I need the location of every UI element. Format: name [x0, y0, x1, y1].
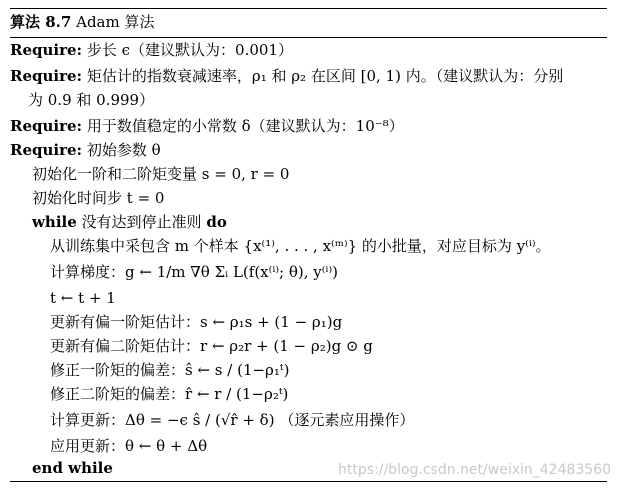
correct-second-moment — [50, 384, 288, 404]
algorithm-label: 算法 8.7 — [10, 13, 72, 31]
update-first-moment-text: 更新有偏一阶矩估计：s ← ρ₁s + (1 − ρ₁)g — [50, 313, 343, 331]
require-keyword: Require: — [10, 41, 83, 59]
correct-first-moment — [50, 360, 289, 380]
do-keyword: do — [206, 213, 227, 231]
top-rule — [10, 8, 607, 9]
require-decay-rates-continued — [28, 90, 154, 110]
init-timestep-text: 初始化时间步 t = 0 — [32, 189, 165, 207]
while-keyword: while — [32, 213, 77, 231]
while-condition: 没有达到停止准则 — [81, 213, 202, 231]
compute-gradient — [50, 262, 338, 282]
init-timestep — [32, 188, 164, 208]
bottom-rule — [10, 481, 607, 482]
compute-update-text: 计算更新：Δθ = −ϵ ŝ / (√r̂ + δ) （逐元素应用操作） — [50, 411, 415, 429]
correct-second-moment-text: 修正二阶矩的偏差：r̂ ← r / (1−ρ₂ᵗ) — [50, 385, 289, 403]
caption-rule — [10, 37, 607, 38]
end-while-keyword: end while — [32, 459, 113, 477]
require-decay-rates — [10, 66, 563, 86]
increment-timestep — [50, 288, 116, 308]
algorithm-title: Adam 算法 — [76, 13, 155, 31]
correct-first-moment-text: 修正一阶矩的偏差：ŝ ← s / (1−ρ₁ᵗ) — [50, 361, 290, 379]
update-second-moment — [50, 336, 373, 356]
update-second-moment-text: 更新有偏二阶矩估计：r ← ρ₂r + (1 − ρ₂)g ⊙ g — [50, 337, 373, 355]
init-moments — [32, 164, 289, 184]
apply-update — [50, 436, 207, 456]
sample-minibatch — [50, 236, 551, 256]
end-while — [32, 458, 113, 478]
require-step-size — [10, 40, 293, 60]
require-keyword: Require: — [10, 67, 83, 85]
require-theta — [10, 140, 161, 160]
increment-timestep-text: t ← t + 1 — [50, 289, 116, 307]
compute-update — [50, 410, 414, 430]
require-text: 用于数值稳定的小常数 δ（建议默认为：10⁻⁸） — [86, 117, 404, 135]
init-moments-text: 初始化一阶和二阶矩变量 s = 0, r = 0 — [32, 165, 290, 183]
while-loop — [32, 212, 227, 232]
update-first-moment — [50, 312, 342, 332]
sample-minibatch-text: 从训练集中采包含 m 个样本 {x⁽¹⁾, . . . , x⁽ᵐ⁾} 的小批量，对应目标为 y⁽ⁱ⁾。 — [50, 237, 551, 255]
compute-gradient-text: 计算梯度：g ← 1/m ∇θ Σᵢ L(f(x⁽ⁱ⁾; θ), y⁽ⁱ⁾) — [50, 263, 338, 281]
watermark: https://blog.csdn.net/weixin_42483560 — [338, 462, 612, 478]
require-delta — [10, 116, 404, 136]
require-text: 矩估计的指数衰减速率，ρ₁ 和 ρ₂ 在区间 [0, 1) 内。（建议默认为：分别 — [86, 67, 564, 85]
require-keyword: Require: — [10, 141, 83, 159]
apply-update-text: 应用更新：θ ← θ + Δθ — [50, 437, 208, 455]
require-keyword: Require: — [10, 117, 83, 135]
require-text: 步长 ϵ（建议默认为：0.001） — [86, 41, 293, 59]
algorithm-caption — [10, 12, 154, 32]
require-text: 为 0.9 和 0.999） — [28, 91, 155, 109]
require-text: 初始参数 θ — [86, 141, 161, 159]
